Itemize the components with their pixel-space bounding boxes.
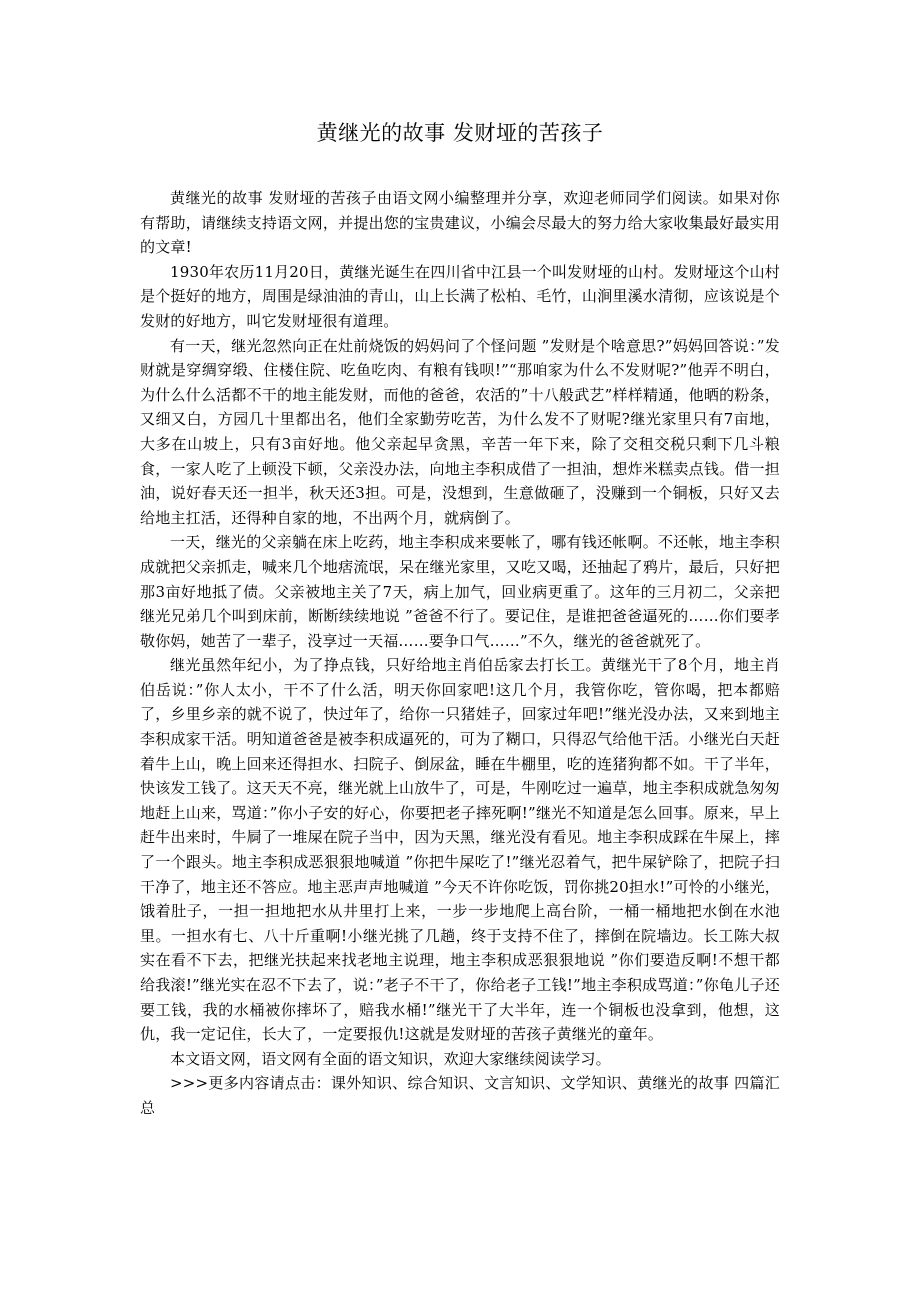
more-content-links[interactable]: >>>更多内容请点击：课外知识、综合知识、文言知识、文学知识、黄继光的故事 四篇汇总 <box>140 1074 780 1117</box>
document-title: 黄继光的故事 发财垭的苦孩子 <box>316 121 604 145</box>
document-page <box>140 118 780 1121</box>
paragraph-intro: 黄继光的故事 发财垭的苦孩子由语文网小编整理并分享，欢迎老师同学们阅读。如果对你有帮助，请继续支持语文网，并提出您的宝贵建议，小编会尽最大的努力给大家收集最好最实用的文章! <box>140 189 780 257</box>
paragraph-closing: 本文语文网，语文网有全面的语文知识，欢迎大家继续阅读学习。 <box>170 1049 611 1068</box>
paragraph-birth: 1930年农历11月20日，黄继光诞生在四川省中江县一个叫发财垭的山村。发财垭这个山村是个挺好的地方，周围是绿油油的青山，山上长满了松柏、毛竹，山涧里溪水清彻，应该说是个发财的好地方，叫它发财垭很有道理。 <box>140 262 780 330</box>
paragraph-laborer: 继光虽然年纪小，为了挣点钱，只好给地主肖伯岳家去打长工。黄继光干了8个月，地主肖伯岳说：”你人太小，干不了什么活，明天你回家吧!这几个月，我管你吃，管你喝，把本都赔了，乡里乡亲的就不说了，快过年了，给你一只猪娃子，回家过年吧!”继光没办法，又来到地主李积成家干活。明知道爸爸是被李积成逼死的，可为了糊口，只得忍气给他干活。小继光白天赶着牛上山，晚上回来还得担水、扫院子、倒尿盆，睡在牛棚里，吃的连猪狗都不如。干了半年，快该发工钱了。这天天不亮，继光就上山放牛了，可是，牛刚吃过一遍草，地主李积成就急匆匆地赶上山来，骂道：”你小子安的好心，你要把老子摔死啊!”继光不知道是怎么回事。原来，早上赶牛出来时，牛屙了一堆屎在院子当中，因为天黑，继光没有看见。地主李积成踩在牛屎上，摔了一个跟头。地主李积成恶狠狠地喊道 ”你把牛屎吃了!”继光忍着气，把牛屎铲除了，把院子扫干净了，地主还不答应。地主恶声声地喊道 ”今天不许你吃饭，罚你挑20担水!”可怜的小继光，饿着肚子，一担一担地把水从井里打上来，一步一步地爬上高台阶，一桶一桶地把水倒在水池里。一担水有七、八十斤重啊!小继光挑了几趟，终于支持不住了，摔倒在院墙边。长工陈大叔实在看不下去，把继光扶起来找老地主说理，地主李积成恶狠狠地说 ”你们要造反啊!不想干都给我滚!”继光实在忍不下去了，说：”老子不干了，你给老子工钱!”地主李积成骂道：”你龟儿子还要工钱，我的水桶被你摔坏了，赔我水桶!”继光干了大半年，连一个铜板也没拿到，他想，这仇，我一定记住，长大了，一定要报仇!这就是发财垭的苦孩子黄继光的童年。 <box>140 656 780 1044</box>
paragraph-father-death: 一天，继光的父亲躺在床上吃药，地主李积成来要帐了，哪有钱还帐啊。不还帐，地主李积成就把父亲抓走，喊来几个地痞流氓，呆在继光家里，又吃又喝，还抽起了鸦片，最后，只好把那3亩好地抵了债。父亲被地主关了7天，病上加气，回业病更重了。这年的三月初二，父亲把继光兄弟几个叫到床前，断断续续地说 ”爸爸不行了。要记住，是谁把爸爸逼死的……你们要孝敬你妈，她苦了一辈子，没享过一天福……要争口气……”不久，继光的爸爸就死了。 <box>140 533 780 650</box>
paragraph-question: 有一天，继光忽然向正在灶前烧饭的妈妈问了个怪问题 ”发财是个啥意思?”妈妈回答说：”发财就是穿绸穿缎、住楼住院、吃鱼吃肉、有粮有钱呗!”“那咱家为什么不发财呢?”他弄不明白，为什么什么活都不干的地主能发财，而他的爸爸，农活的”十八般武艺”样样精通，他晒的粉条，又细又白，方园几十里都出名，他们全家勤劳吃苦，为什么发不了财呢?继光家里只有7亩地，大多在山坡上，只有3亩好地。他父亲起早贪黑，辛苦一年下来，除了交租交税只剩下几斗粮食，一家人吃了上顿没下顿，父亲没办法，向地主李积成借了一担油，想炸米糕卖点钱。借一担油，说好春天还一担半，秋天还3担。可是，没想到，生意做砸了，没赚到一个铜板，只好又去给地主扛活，还得种自家的地，不出两个月，就病倒了。 <box>140 336 780 527</box>
